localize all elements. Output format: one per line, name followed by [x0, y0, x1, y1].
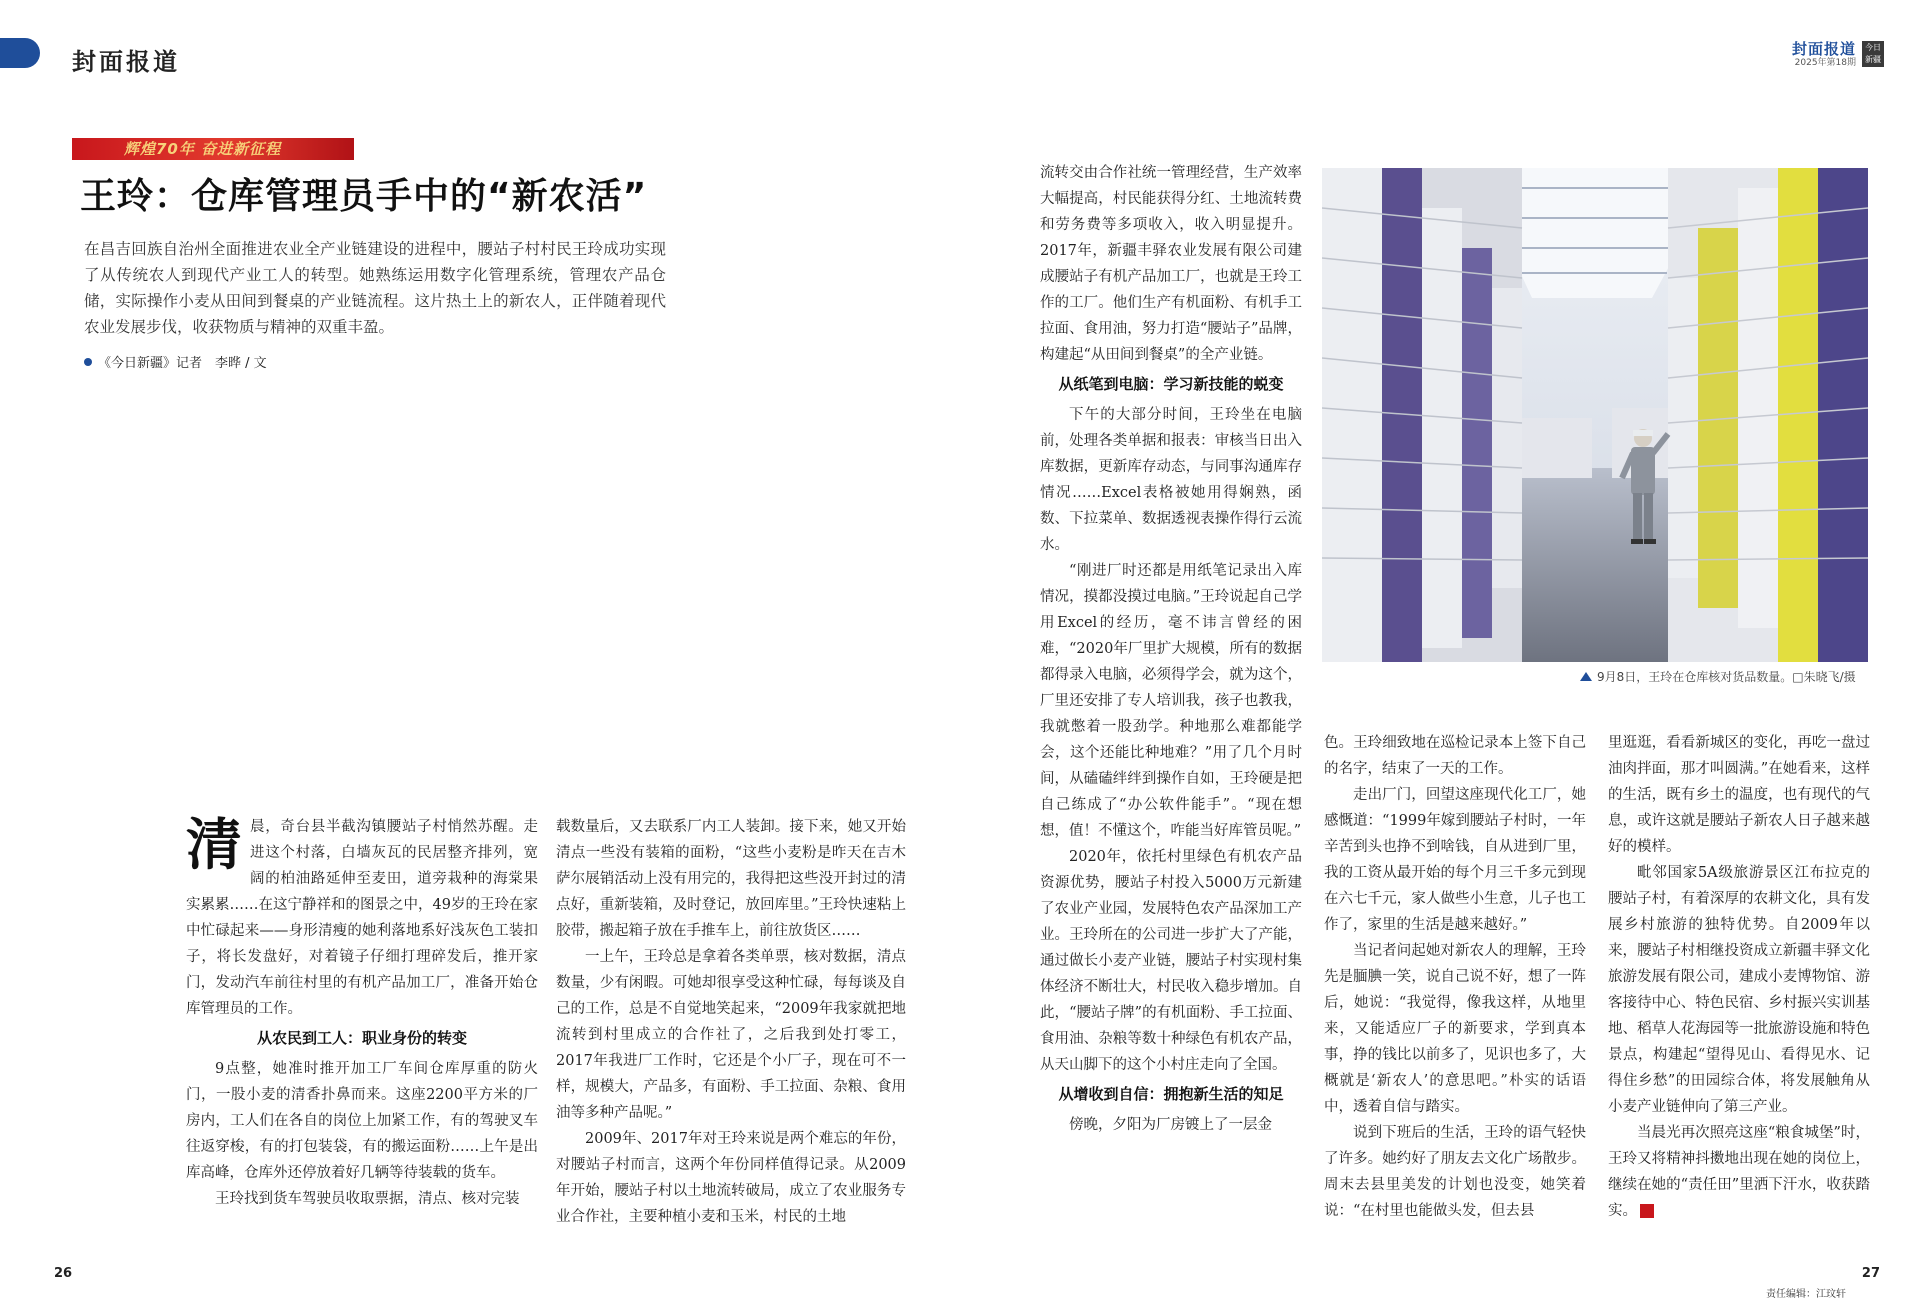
paragraph: “刚进厂时还都是用纸笔记录出入库情况，摸都没摸过电脑。”王玲说起自己学用Excel的经历，毫不讳言曾经的困难，“2020年厂里扩大规模，所有的数据都得录入电脑，必须得学会，就为这个，厂里还安排了专人培训我，孩子也教我，我就憋着一股劲学。种地那么难都能学会，这个还能比种地难？”用了几个月时间，从磕磕绊绊到操作自如，王玲硬是把自己练成了“办公软件能手”。“现在想想，值！不懂这个，咋能当好库管员呢。”	[1040, 563, 1302, 839]
paragraph: 色。王玲细致地在巡检记录本上签下自己的名字，结束了一天的工作。	[1324, 735, 1586, 777]
section-title-left: 封面报道	[72, 47, 180, 76]
byline	[84, 352, 267, 371]
paragraph: 下午的大部分时间，王玲坐在电脑前，处理各类单据和报表：审核当日出入库数据，更新库存动态，与同事沟通库存情况……Excel表格被她用得娴熟，函数、下拉菜单、数据透视表操作得行云流水。	[1040, 407, 1302, 553]
byline-text: 《今日新疆》记者 李晔 / 文	[98, 356, 267, 371]
column-1	[186, 814, 538, 1212]
paragraph: 2009年、2017年对王玲来说是两个难忘的年份，对腰站子村而言，这两个年份同样值得记录。从2009年开始，腰站子村以土地流转破局，成立了农业服务专业合作社，主要种植小麦和玉米，村民的土地	[556, 1131, 906, 1225]
paragraph: 流转交由合作社统一管理经营，生产效率大幅提高，村民能获得分红、土地流转费和劳务费等多项收入，收入明显提升。2017年，新疆丰驿农业发展有限公司建成腰站子有机产品加工厂，也就是王玲工作的工厂。他们生产有机面粉、有机手工拉面、食用油，努力打造“腰站子”品牌，构建起“从田间到餐桌”的全产业链。	[1040, 165, 1302, 363]
paragraph: 清晨，奇台县半截沟镇腰站子村悄然苏醒。走进这个村落，白墙灰瓦的民居整齐排列，宽阔的柏油路延伸至麦田，道旁栽种的海棠果实累累……在这宁静祥和的图景之中，49岁的王玲在家中忙碌起来——身形清瘦的她利落地系好浅灰色工装扣子，将长发盘好，对着镜子仔细打理碎发后，推开家门，发动汽车前往村里的有机产品加工厂，准备开始仓库管理员的工作。	[186, 812, 538, 1017]
campaign-banner: 辉煌70年 奋进新征程	[72, 138, 354, 160]
paragraph: 2020年，依托村里绿色有机农产品资源优势，腰站子村投入5000万元新建了农业产业园，发展特色农产品深加工产业。王玲所在的公司进一步扩大了产能，通过做长小麦产业链，腰站子村实现村集体经济不断壮大，村民收入稳步增加。自此，“腰站子牌”的有机面粉、手工拉面、食用油、杂粮等数十种绿色有机农产品，从天山脚下的这个小村庄走向了全国。	[1040, 849, 1302, 1073]
brand-title: 封面报道	[1791, 40, 1856, 58]
photo-caption	[1580, 668, 1856, 685]
paragraph: 走出厂门，回望这座现代化工厂，她感慨道：“1999年嫁到腰站子村时，一年辛苦到头也挣不到啥钱，自从进到厂里，我的工资从最开始的每个月三千多元到现在六七千元，家人做些小生意，儿子也工作了，家里的生活是越来越好。”	[1324, 787, 1586, 933]
responsible-editor: 责任编辑：江玟轩	[1766, 1289, 1846, 1300]
column-4	[1324, 730, 1586, 1224]
paragraph: 说到下班后的生活，王玲的语气轻快了许多。她约好了朋友去文化广场散步。周末去县里美发的计划也没变，她笑着说：“在村里也能做头发，但去县	[1324, 1125, 1586, 1219]
end-mark-icon: 丿	[1640, 1204, 1654, 1218]
paragraph: 王玲找到货车驾驶员收取票据，清点、核对完装	[215, 1191, 520, 1207]
warehouse-photo	[1322, 168, 1868, 662]
paragraph: 里逛逛，看看新城区的变化，再吃一盘过油肉拌面，那才叫圆满。”在她看来，这样的生活，既有乡土的温度，也有现代的气息，或许这就是腰站子新农人日子越来越好的模样。	[1608, 735, 1870, 855]
column-2	[556, 814, 906, 1230]
page-number-left: 26	[54, 1266, 73, 1281]
subheading: 从纸笔到电脑：学习新技能的蜕变	[1058, 375, 1284, 393]
paragraph: 傍晚，夕阳为厂房镀上了一层金	[1069, 1117, 1272, 1133]
paragraph: 当记者问起她对新农人的理解，王玲先是腼腆一笑，说自己说不好，想了一阵后，她说：“我觉得，像我这样，从地里来，又能适应厂子的新要求，学到真本事，挣的钱比以前多了，见识也多了，大概就是‘新农人’的意思吧。”朴实的话语中，透着自信与踏实。	[1324, 943, 1586, 1115]
drop-cap: 清	[186, 812, 242, 878]
brand-issue: 2025年第18期	[1794, 58, 1856, 68]
paragraph: 一上午，王玲总是拿着各类单票，核对数据，清点数量，少有闲暇。可她却很享受这种忙碌，每每谈及自己的工作，总是不自觉地笑起来，“2009年我家就把地流转到村里成立的合作社了，之后我到处打零工，2017年我进厂工作时，它还是个小厂子，现在可不一样，规模大，产品多，有面粉、手工拉面、杂粮、食用油等多种产品呢。”	[556, 949, 906, 1121]
column-5	[1608, 730, 1870, 1224]
column-3	[1040, 160, 1302, 1138]
subheading: 从增收到自信：拥抱新生活的知足	[1058, 1085, 1284, 1103]
paragraph: 9点整，她准时推开加工厂车间仓库厚重的防火门，一股小麦的清香扑鼻而来。这座2200平方米的厂房内，工人们在各自的岗位上加紧工作，有的驾驶叉车往返穿梭，有的打包装袋，有的搬运面粉……上午是出库高峰，仓库外还停放着好几辆等待装载的货车。	[186, 1061, 538, 1181]
paragraph: 当晨光再次照亮这座“粮食城堡”时，王玲又将精神抖擞地出现在她的岗位上，继续在她的“责任田”里洒下汗水，收获踏实。 丿	[1608, 1125, 1870, 1219]
paragraph: 毗邻国家5A级旅游景区江布拉克的腰站子村，有着深厚的农耕文化，具有发展乡村旅游的独特优势。自2009年以来，腰站子村相继投资成立新疆丰驿文化旅游发展有限公司，建成小麦博物馆、游客接待中心、特色民宿、乡村振兴实训基地、稻草人花海园等一批旅游设施和特色景点，构建起“望得见山、看得见水、记得住乡愁”的田园综合体，将发展触角从小麦产业链伸向了第三产业。	[1608, 865, 1870, 1115]
article-headline: 王玲：仓库管理员手中的“新农活”	[80, 176, 648, 217]
bullet-dot-icon	[84, 358, 92, 366]
caption-triangle-icon	[1580, 672, 1592, 681]
paragraph: 载数量后，又去联系厂内工人装卸。接下来，她又开始清点一些没有装箱的面粉，“这些小麦粉是昨天在吉木萨尔展销活动上没有用完的，我得把这些没开封过的清点好，重新装箱，及时登记，放回库里。”王玲快速粘上胶带，搬起箱子放在手推车上，前往放货区……	[556, 819, 906, 939]
caption-text: 9月8日，王玲在仓库核对货品数量。□朱晓飞/摄	[1597, 670, 1856, 684]
section-tab-marker	[0, 38, 40, 68]
page-number-right: 27	[1861, 1266, 1880, 1281]
brand-logo: 今日新疆	[1862, 41, 1884, 67]
subheading: 从农民到工人：职业身份的转变	[256, 1029, 467, 1047]
article-lead: 在昌吉回族自治州全面推进农业全产业链建设的进程中，腰站子村村民王玲成功实现了从传统农人到现代产业工人的转型。她熟练运用数字化管理系统，管理农产品仓储，实际操作小麦从田间到餐桌的产业链流程。这片热土上的新农人，正伴随着现代农业发展步伐，收获物质与精神的双重丰盈。	[84, 240, 666, 336]
magazine-brand	[1792, 41, 1884, 69]
